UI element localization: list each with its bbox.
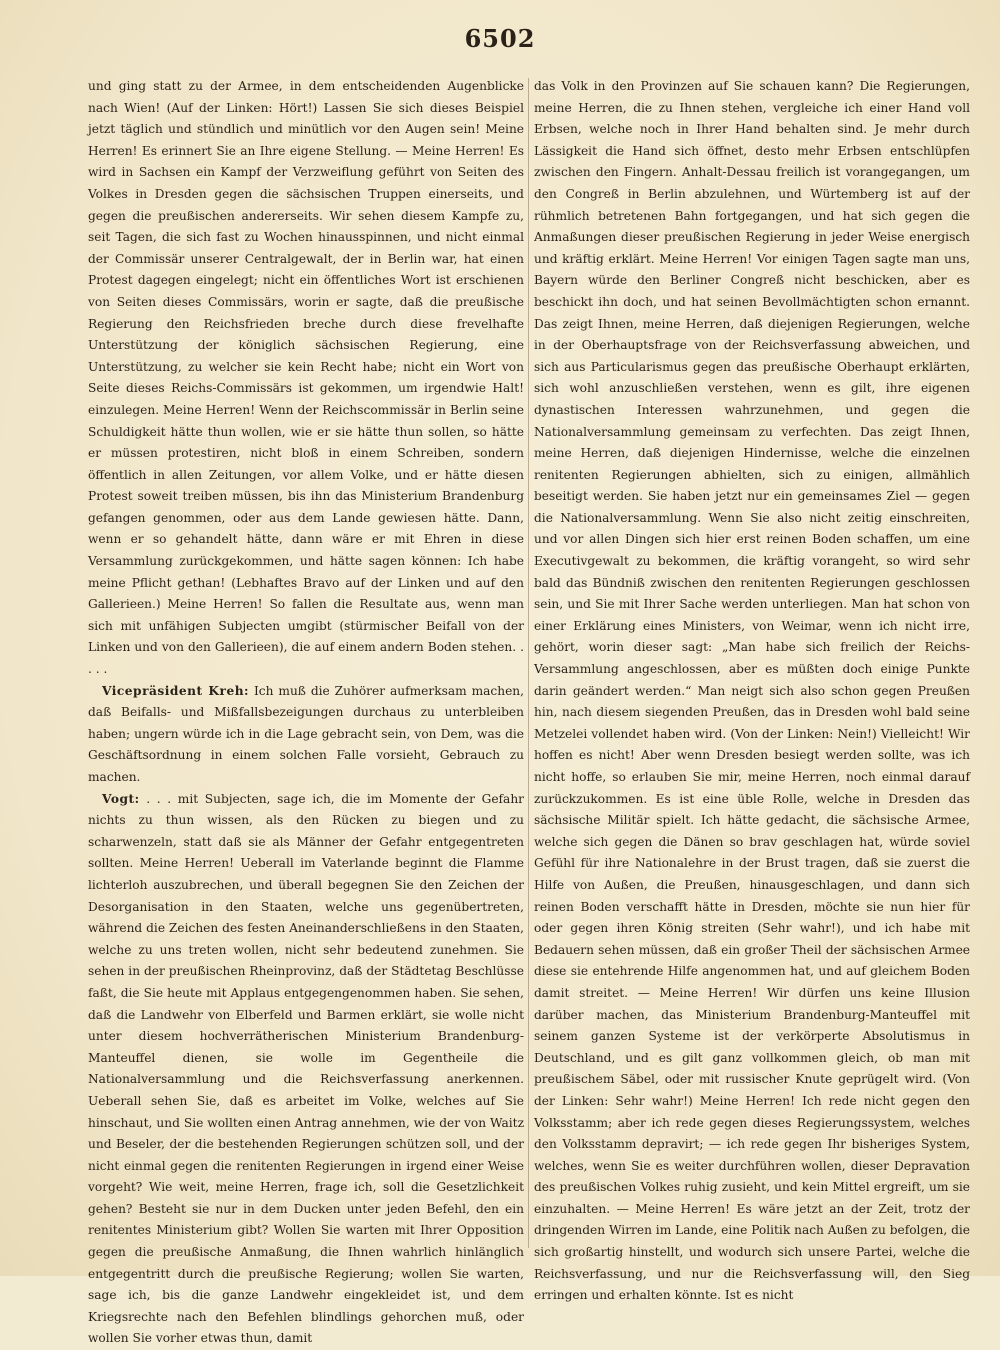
speaker-name-vicepresident: Vicepräsident Kreh: bbox=[102, 683, 250, 698]
left-paragraph-1: und ging statt zu der Armee, in dem entscheidenden Augenblicke nach Wien! (Auf der Linken: Hört!) Lassen Sie sich dieses Beispiel jetzt täglich und stündlich und minütlich vor den Augen sein! Meine Herren! Es erinnert Sie an Ihre eigene Stellung. — Meine Herren! Es wird in Sachsen ein Kampf der Verzweiflung geführt von Seiten des Volkes in Dresden gegen die sächsischen Truppen einerseits, und gegen die preußischen andererseits. Wir sehen diesem Kampfe zu, seit Tagen, die sich fast zu Wochen hinausspinnen, und nicht einmal der Commissär unserer Centralgewalt, der in Berlin war, hat einen Protest dagegen eingelegt; nicht ein öffentliches Wort ist erschienen von Seiten dieses Commissärs, worin er sagte, daß die preußische Regierung den Reichsfrieden breche durch diese frevelhafte Unterstützung der königlich sächsischen Regierung, eine Unterstützung, zu welcher sie kein Recht habe; nicht ein Wort von Seite dieses Reichs-Commissärs ist gekommen, um irgendwie Halt! einzulegen. Meine Herren! Wenn der Reichscommissär in Berlin seine Schuldigkeit hätte thun wollen, wie er sie hätte thun sollen, so hätte er müssen protestiren, nicht bloß in einem Schreiben, sondern öffentlich in allen Zeitungen, vor allem Volke, und er hätte diesen Protest soweit treiben müssen, bis ihn das Ministerium Brandenburg gefangen genommen, oder aus dem Lande gewiesen hätte. Dann, wenn er so gehandelt hätte, dann wäre er mit Ehren in diese Versammlung zurückgekommen, und hätte sagen können: Ich habe meine Pflicht gethan! (Lebhaftes Bravo auf der Linken und auf den Gallerieen.) Meine Herren! So fallen die Resultate aus, wenn man sich mit unfähigen Subjecten umgibt (stürmischer Beifall von der Linken und von den Gallerieen), die auf einem andern Boden stehen. . . . . bbox=[88, 79, 524, 677]
left-column bbox=[88, 76, 525, 1346]
right-column bbox=[534, 76, 970, 1303]
column-divider bbox=[528, 78, 529, 1248]
page-number: 6502 bbox=[464, 24, 536, 53]
right-paragraph-1: das Volk in den Provinzen auf Sie schauen kann? Die Regierungen, meine Herren, die zu Ihnen stehen, vergleiche ich einer Hand voll Erbsen, welche noch in Ihrer Hand behalten sind. Je mehr durch Lässigkeit die Hand sich öffnet, desto mehr Erbsen entschlüpfen zwischen den Fingern. Anhalt-Dessau freilich ist vorangegangen, um den Congreß in Berlin abzulehnen, und Würtemberg ist auf der rühmlich betretenen Bahn fortgegangen, und hat sich gegen die Anmaßungen dieser preußischen Regierung in jeder Weise energisch und kräftig erklärt. Meine Herren! Vor einigen Tagen sagte man uns, Bayern würde den Berliner Congreß nicht beschicken, aber es beschickt ihn doch, und hat seinen Bevollmächtigten schon ernannt. Das zeigt Ihnen, meine Herren, daß diejenigen Regierungen, welche in der Oberhauptsfrage von der Reichsverfassung abweichen, und sich aus Particularismus gegen das preußische Oberhaupt erklärten, sich wohl anzuschließen verstehen, wenn es gilt, ihre eigenen dynastischen Interessen wahrzunehmen, und gegen die Nationalversammlung gemeinsam zu verfechten. Das zeigt Ihnen, meine Herren, daß diejenigen Hindernisse, welche die einzelnen renitenten Regierungen abhielten, sich zu einigen, allmählich beseitigt werden. Sie haben jetzt nur ein gemeinsames Ziel — gegen die Nationalversammlung. Wenn Sie also nicht zeitig einschreiten, und vor allen Dingen sich hier erst reinen Boden schaffen, um eine Executivgewalt zu bekommen, die kräftig vorangeht, so wird sehr bald das Bündniß zwischen den renitenten Regierungen geschlossen sein, und Sie mit Ihrer Sache werden unterliegen. Man hat schon von einer Erklärung eines Ministers, von Weimar, wenn ich nicht irre, gehört, worin dieser sagt: „Man habe sich freilich der Reichs-Versammlung angeschlossen, aber es müßten doch einige Punkte darin geändert werden.“ Man neigt sich also schon gegen Preußen hin, nach diesem siegenden Preußen, das in Dresden wohl bald seine Metzelei vollendet haben wird. (Von der Linken: Nein!) Vielleicht! Wir hoffen es nicht! Aber wenn Dresden besiegt werden sollte, was ich nicht hoffe, so erlauben Sie mir, meine Herren, noch einmal darauf zurückzukommen. Es ist eine üble Rolle, welche in Dresden das sächsische Militär spielt. Ich hätte gedacht, die sächsische Armee, welche sich gegen die Dänen so brav geschlagen hat, würde soviel Gefühl für ihre Nationalehre in der Brust tragen, daß sie zuerst die Hilfe von Außen, die Preußen, hinausgeschlagen, und dann sich reinen Boden verschafft hätte in Dresden, möchte sie nun hier für oder gegen ihren König streiten (Sehr wahr!), und ich habe mit Bedauern sehen müssen, daß ein großer Theil der sächsischen Armee diese sie entehrende Hilfe angenommen hat, und auf gleichem Boden damit streitet. — Meine Herren! Wir dürfen uns keine Illusion darüber machen, das Ministerium Brandenburg-Manteuffel mit seinem ganzen Systeme ist der verkörperte Absolutismus in Deutschland, und es gilt ganz vollkommen gleich, ob man mit preußischem Säbel, oder mit russischer Knute geprügelt wird. (Von der Linken: Sehr wahr!) Meine Herren! Ich rede nicht gegen den Volksstamm; aber ich rede gegen dieses Regierungssystem, welches den Volksstamm depravirt; — ich rede gegen Ihr bisheriges System, welches, wenn Sie es weiter durchführen wollen, dieser Depravation des preußischen Volkes ruhig zusieht, und kein Mittel ergreift, um sie einzuhalten. — Meine Herren! Es wäre jetzt an der Zeit, trotz der dringenden Wirren im Lande, eine Politik nach Außen zu befolgen, die sich großartig hinstellt, und wodurch sich unsere Partei, welche die Reichsverfassung, und nur die Reichsverfassung will, den Sieg erringen und erhalten könnte. Ist es nicht bbox=[534, 79, 970, 1303]
left-paragraph-2 bbox=[88, 681, 524, 789]
vicepresident-statement: Ich muß die Zuhörer aufmerksam machen, daß Beifalls- und Mißfallsbezeigungen durchaus zu unterbleiben haben; ungern würde ich in die Lage gebracht sein, von Dem, was die Geschäftsordnung in einem solchen Falle vorsieht, Gebrauch zu machen. bbox=[88, 683, 525, 784]
vogt-statement: . . . mit Subjecten, sage ich, die im Momente der Gefahr nichts zu thun wissen, als den Rücken zu biegen und zu scharwenzeln, statt daß sie als Männer der Gefahr entgegentreten sollten. Meine Herren! Ueberall im Vaterlande beginnt die Flamme lichterloh auszubrechen, und überall begegnen Sie den Zeichen der Desorganisation in den Staaten, welche uns gegenübertreten, während die Zeichen des festen Aneinanderschließens in den Staaten, welche zu uns treten wollen, nicht sehr bedeutend zunehmen. Sie sehen in der preußischen Rheinprovinz, daß der Städtetag Beschlüsse faßt, die Sie heute mit Applaus entgegengenommen haben. Sie sehen, daß die Landwehr von Elberfeld und Barmen erklärt, sie wolle nicht unter diesem hochverrätherischen Ministerium Brandenburg-Manteuffel dienen, sie wolle im Gegentheile die Nationalversammlung und die Reichsverfassung anerkennen. Ueberall sehen Sie, daß es arbeitet im Volke, welches auf Sie hinschaut, und Sie wollten einen Antrag annehmen, wie der von Waitz und Beseler, der die bestehenden Regierungen schützen soll, und der nicht einmal gegen die renitenten Regierungen in irgend einer Weise vorgeht? Wie weit, meine Herren, frage ich, soll die Gesetzlichkeit gehen? Besteht sie nur in dem Ducken unter jeden Befehl, den ein renitentes Ministerium gibt? Wollen Sie warten mit Ihrer Opposition gegen die preußische Anmaßung, die Ihnen wahrlich hinlänglich entgegentritt durch die preußische Regierung; wollen Sie warten, sage ich, bis die ganze Landwehr eingekleidet ist, und dem Kriegsrechte nach den Befehlen blindlings gehorchen muß, oder wollen Sie vorher etwas thun, damit bbox=[88, 791, 525, 1346]
left-paragraph-3 bbox=[88, 789, 524, 1350]
speaker-name-vogt: Vogt: bbox=[102, 791, 140, 806]
